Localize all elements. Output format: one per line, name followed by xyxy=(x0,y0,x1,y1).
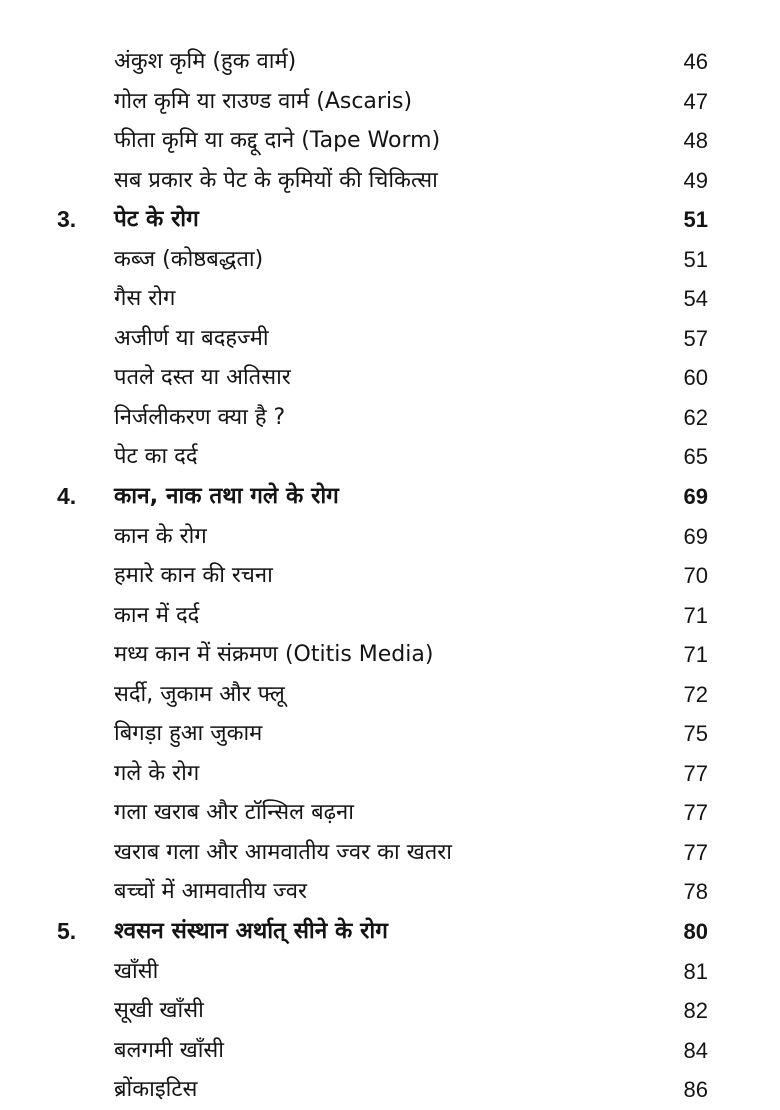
entry-title: गोल कृमि या राउण्ड वार्म (Ascaris) xyxy=(114,88,413,114)
page-number: 82 xyxy=(683,998,708,1024)
page-number: 51 xyxy=(683,246,708,272)
entry-title: अजीर्ण या बदहज्मी xyxy=(114,325,269,351)
page-number: 47 xyxy=(683,88,708,114)
entry-title: गैस रोग xyxy=(114,286,176,312)
toc-chapter-heading xyxy=(0,200,780,240)
page-number: 70 xyxy=(683,563,708,589)
entry-title: कान में दर्द xyxy=(114,602,200,628)
page-number: 65 xyxy=(683,444,708,470)
entry-title: फीता कृमि या कद्दू दाने (Tape Worm) xyxy=(114,128,441,154)
chapter-title: पेट के रोग xyxy=(114,206,199,233)
entry-title: सब प्रकार के पेट के कृमियों की चिकित्सा xyxy=(114,167,438,193)
page-number: 71 xyxy=(683,642,708,668)
toc-entry xyxy=(0,714,780,754)
page-number: 48 xyxy=(683,128,708,154)
page-number: 54 xyxy=(683,286,708,312)
entry-title: गला खराब और टॉन्सिल बढ़ना xyxy=(114,800,354,826)
entry-title: मध्य कान में संक्रमण (Otitis Media) xyxy=(114,642,434,668)
page-number: 77 xyxy=(683,800,708,826)
toc-entry xyxy=(0,240,780,280)
entry-title: बच्चों में आमवातीय ज्वर xyxy=(114,879,308,905)
entry-title: अंकुश कृमि (हुक वार्म) xyxy=(114,49,297,74)
entry-title: खराब गला और आमवातीय ज्वर का खतरा xyxy=(114,839,452,865)
chapter-number: 3. xyxy=(57,206,77,233)
page-number: 77 xyxy=(683,839,708,865)
toc-chapter-heading xyxy=(0,477,780,517)
chapter-title: कान, नाक तथा गले के रोग xyxy=(114,483,339,510)
entry-title: गले के रोग xyxy=(114,760,200,786)
page-number: 80 xyxy=(683,919,708,945)
toc-entry xyxy=(0,754,780,794)
page-number: 72 xyxy=(683,681,708,707)
entry-title: कान के रोग xyxy=(114,523,207,549)
page-number: 69 xyxy=(683,484,708,510)
entry-title: पतले दस्त या अतिसार xyxy=(114,365,291,391)
toc-entry xyxy=(0,161,780,201)
toc-entry xyxy=(0,833,780,873)
toc-entry xyxy=(0,358,780,398)
toc-entry xyxy=(0,1070,780,1110)
entry-title: सूखी खाँसी xyxy=(114,998,204,1024)
page-number: 46 xyxy=(683,49,708,74)
toc-entry xyxy=(0,42,780,82)
toc-entry xyxy=(0,1031,780,1071)
page-number: 51 xyxy=(683,207,708,233)
page-number: 71 xyxy=(683,602,708,628)
entry-title: निर्जलीकरण क्या है ? xyxy=(114,404,286,430)
chapter-number: 4. xyxy=(57,483,77,510)
entry-title: कब्ज (कोष्ठबद्धता) xyxy=(114,246,264,272)
page-number: 69 xyxy=(683,523,708,549)
toc-entry xyxy=(0,952,780,992)
page-number: 60 xyxy=(683,365,708,391)
entry-title: बिगड़ा हुआ जुकाम xyxy=(114,721,263,747)
entry-title: हमारे कान की रचना xyxy=(114,563,273,589)
toc-entry xyxy=(0,319,780,359)
page-number: 57 xyxy=(683,325,708,351)
toc-entry xyxy=(0,121,780,161)
entry-title: ब्रोंकाइटिस xyxy=(114,1077,198,1103)
chapter-number: 5. xyxy=(57,918,77,945)
toc-entry xyxy=(0,556,780,596)
toc-entry xyxy=(0,635,780,675)
toc-entry xyxy=(0,398,780,438)
page-number: 49 xyxy=(683,167,708,193)
table-of-contents xyxy=(0,42,780,1110)
entry-title: सर्दी, जुकाम और फ्लू xyxy=(114,681,285,707)
page-number: 77 xyxy=(683,760,708,786)
entry-title: खाँसी xyxy=(114,958,159,984)
page-number: 84 xyxy=(683,1037,708,1063)
toc-entry xyxy=(0,596,780,636)
toc-entry xyxy=(0,872,780,912)
page-number: 62 xyxy=(683,404,708,430)
page-number: 75 xyxy=(683,721,708,747)
toc-entry xyxy=(0,991,780,1031)
toc-entry xyxy=(0,793,780,833)
page-number: 81 xyxy=(683,958,708,984)
page-number: 78 xyxy=(683,879,708,905)
page-number: 86 xyxy=(683,1077,708,1103)
toc-chapter-heading xyxy=(0,912,780,952)
toc-entry xyxy=(0,279,780,319)
toc-entry xyxy=(0,437,780,477)
entry-title: बलगमी खाँसी xyxy=(114,1037,224,1063)
toc-entry xyxy=(0,517,780,557)
chapter-title: श्वसन संस्थान अर्थात् सीने के रोग xyxy=(114,918,388,945)
toc-entry xyxy=(0,675,780,715)
entry-title: पेट का दर्द xyxy=(114,444,198,470)
toc-entry xyxy=(0,82,780,122)
